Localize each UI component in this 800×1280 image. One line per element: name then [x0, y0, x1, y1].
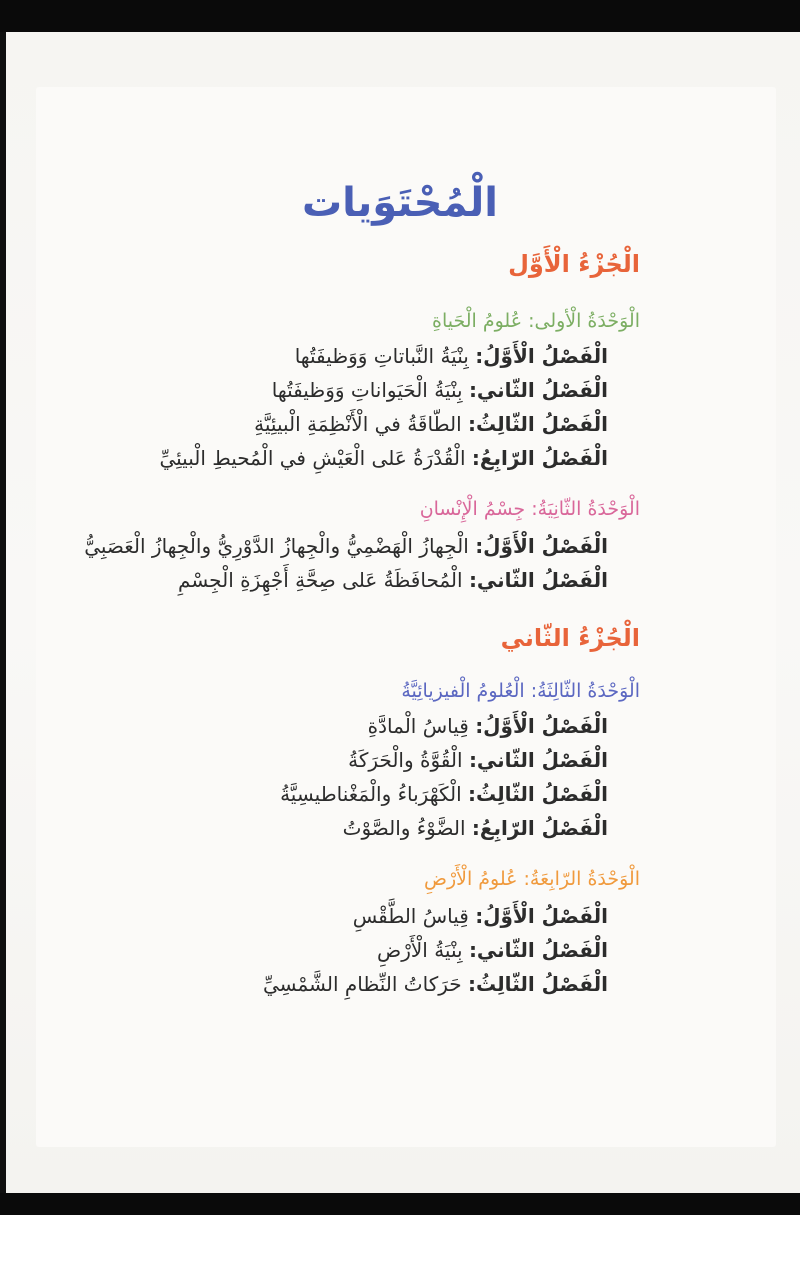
chapter-title: بِنْيَةُ النَّباتاتِ وَوَظيفَتُها: [294, 344, 469, 368]
chapter-item: [178, 568, 608, 592]
chapter-title: حَرَكاتُ النِّظامِ الشَّمْسِيِّ: [262, 972, 462, 996]
chapter-label: الْفَصْلُ الْأَوَّلُ:: [475, 714, 608, 738]
chapter-label: الْفَصْلُ الثّاني:: [468, 378, 608, 402]
chapter-title: الْقُدْرَةُ عَلى الْعَيْشِ في الْمُحيطِ الْبيئِيِّ: [159, 446, 466, 470]
chapter-title: الْمُحافَظَةُ عَلى صِحَّةِ أَجْهِزَةِ الْجِسْمِ: [178, 568, 463, 592]
chapter-item: [280, 782, 608, 806]
chapter-label: الْفَصْلُ الثّالِثُ:: [468, 782, 608, 806]
part-heading-1: الْجُزْءُ الْأَوَّل: [508, 250, 640, 278]
chapter-item: [263, 972, 608, 996]
chapter-label: الْفَصْلُ الثّاني:: [468, 568, 608, 592]
chapter-label: الْفَصْلُ الرّابِعُ:: [471, 446, 608, 470]
chapter-label: الْفَصْلُ الثّاني:: [468, 938, 608, 962]
chapter-item: [368, 714, 608, 738]
unit-heading-1: الْوَحْدَةُ الْأولى: عُلومُ الْحَياةِ: [431, 310, 640, 332]
chapter-title: الْجِهازُ الْهَضْمِيُّ والْجِهازُ الدَّوْرِيُّ والْجِهازُ الْعَصَبِيُّ: [84, 534, 469, 558]
chapter-item: [353, 904, 608, 928]
chapter-title: قِياسُ الطَّقْسِ: [352, 904, 469, 928]
top-black-bar: [0, 0, 800, 32]
unit-heading-2: الْوَحْدَةُ الثّانِيَةُ: جِسْمُ الْإِنْسانِ: [419, 498, 640, 520]
chapter-item: [377, 938, 608, 962]
chapter-label: الْفَصْلُ الثّاني:: [468, 748, 608, 772]
chapter-title: الطّاقَةُ في الْأَنْظِمَةِ الْبيئِيَّةِ: [254, 412, 462, 436]
unit-heading-4: الْوَحْدَةُ الرّابِعَةُ: عُلومُ الْأَرْضِ: [423, 868, 640, 890]
chapter-title: قِياسُ الْمادَّةِ: [367, 714, 469, 738]
chapter-item: [343, 816, 608, 840]
part-heading-2: الْجُزْءُ الثّاني: [500, 624, 640, 652]
chapter-item: [272, 378, 608, 402]
chapter-label: الْفَصْلُ الْأَوَّلُ:: [475, 534, 608, 558]
chapter-item: [295, 344, 608, 368]
chapter-title: الضَّوْءُ والصَّوْتُ: [342, 816, 466, 840]
chapter-label: الْفَصْلُ الرّابِعُ:: [471, 816, 608, 840]
unit-heading-3: الْوَحْدَةُ الثّالِثَةُ: الْعُلومُ الْفيزيائِيَّةُ: [401, 680, 640, 702]
chapter-title: بِنْيَةُ الْحَيَواناتِ وَوَظيفَتُها: [271, 378, 463, 402]
bottom-black-bar: [0, 1193, 800, 1215]
chapter-title: الْقُوَّةُ والْحَرَكَةُ: [348, 748, 463, 772]
page-title: الْمُحْتَوَيات: [301, 180, 498, 226]
chapter-label: الْفَصْلُ الْأَوَّلُ:: [475, 904, 608, 928]
chapter-title: بِنْيَةُ الْأَرْضِ: [377, 938, 463, 962]
chapter-label: الْفَصْلُ الثّالِثُ:: [468, 972, 608, 996]
chapter-item: [348, 748, 608, 772]
chapter-item: [254, 412, 608, 436]
chapter-label: الْفَصْلُ الثّالِثُ:: [468, 412, 608, 436]
chapter-title: الْكَهْرَباءُ والْمَغْناطيسِيَّةُ: [280, 782, 462, 806]
chapter-label: الْفَصْلُ الْأَوَّلُ:: [475, 344, 608, 368]
chapter-item: [84, 534, 608, 558]
chapter-item: [159, 446, 608, 470]
